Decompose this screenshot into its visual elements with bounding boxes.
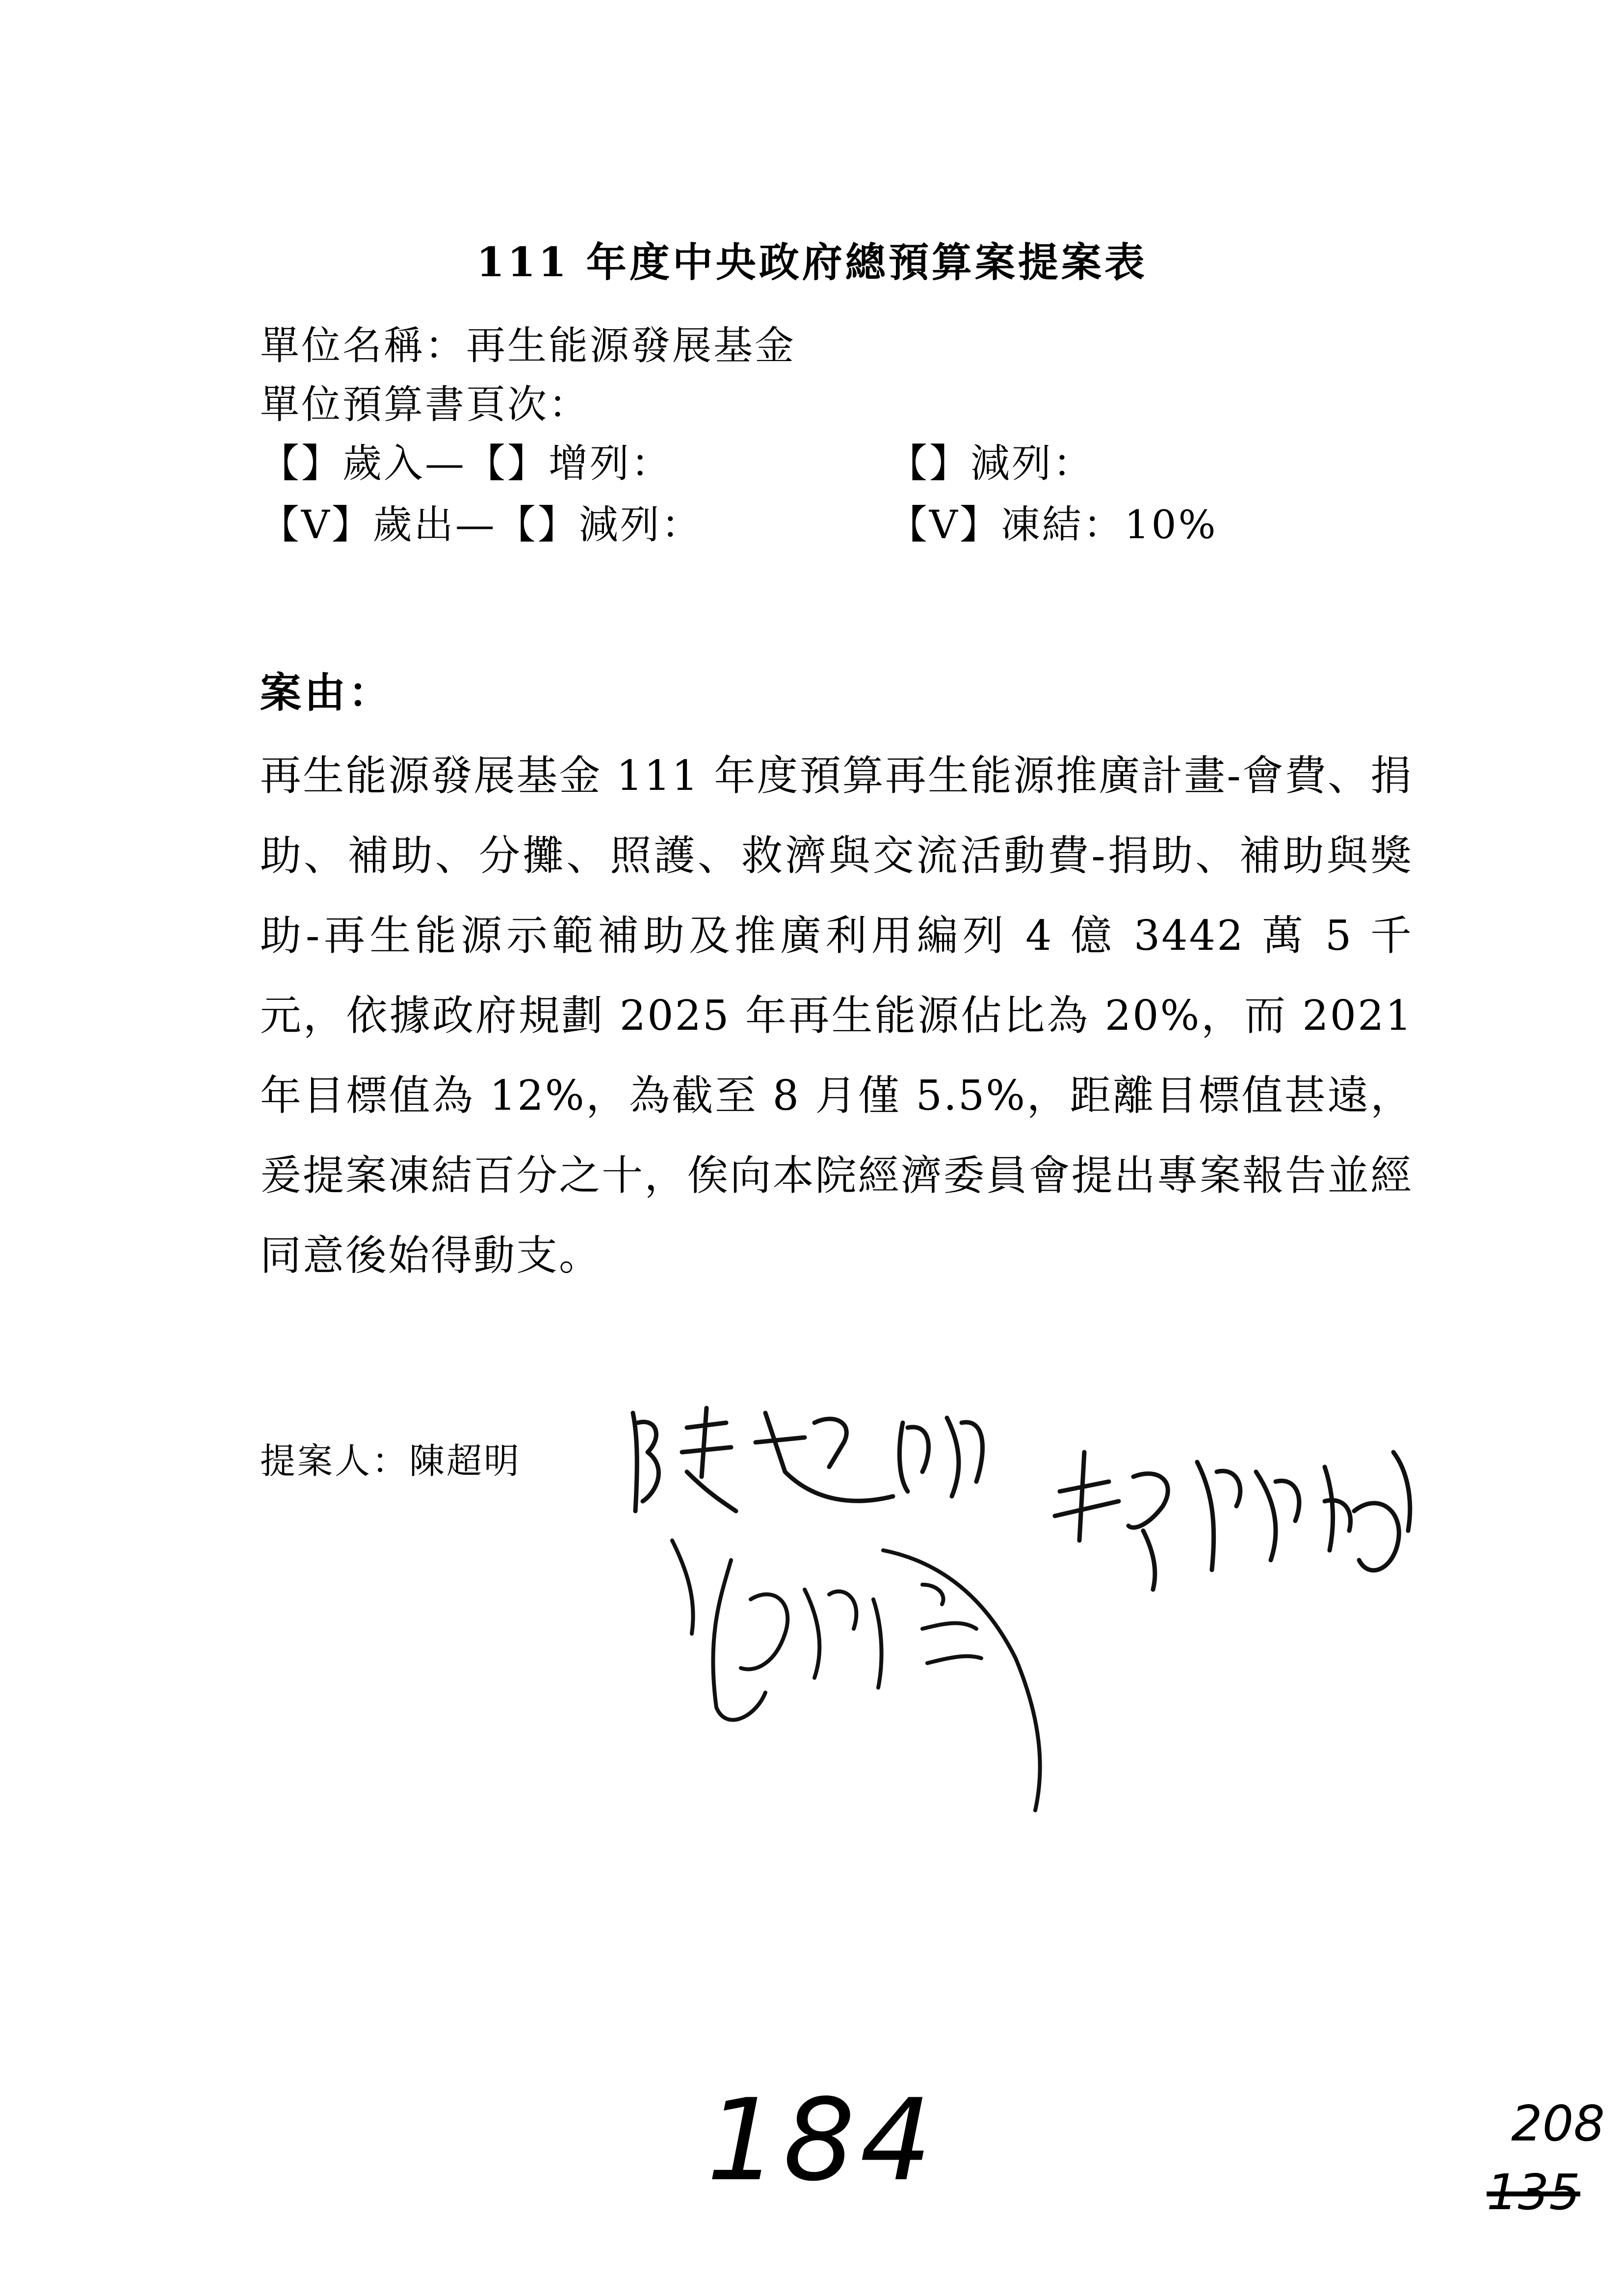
signature-2 xyxy=(672,1540,1040,1810)
signature-3 xyxy=(1055,1452,1410,1590)
unit-budget-page: 單位預算書頁次： xyxy=(260,382,590,427)
option-expenditure-decrease: 【V】歲出—【】減列： xyxy=(260,502,703,548)
unit-name: 單位名稱：再生能源發展基金 xyxy=(260,323,796,368)
handwritten-page-number: 184 xyxy=(707,2075,937,2206)
reason-text: 再生能源發展基金 111 年度預算再生能源推廣計畫-會費、捐助、補助、分攤、照護、救濟與交流活動費-捐助、補助與獎助-再生能源示範補助及推廣利用編列 4 億 3442 萬 5 千元，依據政府規劃 2025 年再生能源佔比為 20%，而 2021 年目標值為 12%，為截至 8 月僅 5.5%，距離目標值甚遠，爰提案凍結百分之十，俟向本院經濟委員會提出專案報告並經同意後始得動支。 xyxy=(260,752,1413,1279)
option-freeze: 【V】凍結：10% xyxy=(888,502,1218,548)
signature-chen xyxy=(633,1408,982,1511)
option-revenue-decrease: 【】減列： xyxy=(888,441,1094,486)
handwritten-corner-number-struck: 135 xyxy=(1487,2164,1580,2221)
option-revenue-increase: 【】歲入—【】增列： xyxy=(260,441,672,486)
proposer-label: 提案人：陳超明 xyxy=(260,1440,522,1482)
handwritten-corner-number-top: 208 xyxy=(1511,2095,1605,2152)
document-title: 111 年度中央政府總預算案提案表 xyxy=(476,239,1148,286)
reason-heading: 案由： xyxy=(260,668,393,717)
